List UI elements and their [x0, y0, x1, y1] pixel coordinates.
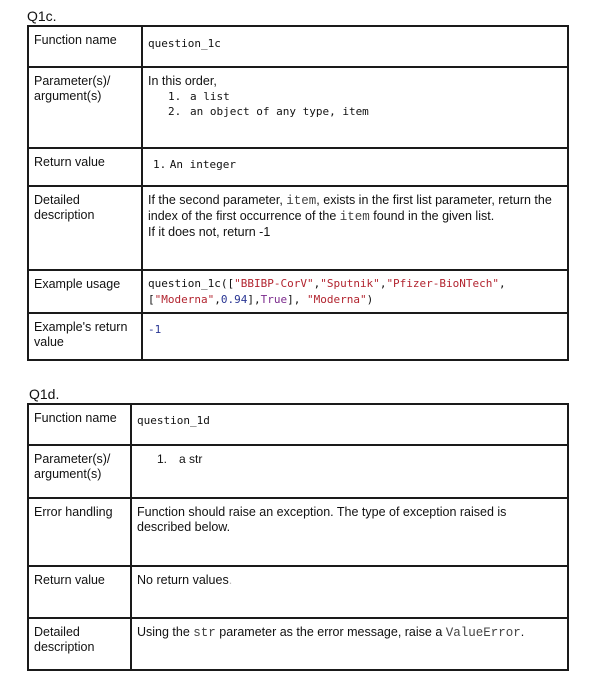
q1d-row-function-name [28, 404, 568, 445]
q1c-example-return-label: Example's return value [28, 313, 142, 360]
q1c-example-return-value: -1 [148, 323, 162, 336]
q1c-parameters-label: Parameter(s)/ argument(s) [28, 67, 142, 148]
q1d-row-detailed [28, 618, 568, 670]
q1c-example-label: Example usage [28, 270, 142, 313]
q1d-table [27, 403, 569, 671]
q1c-detailed-line2: If it does not, return -1 [148, 225, 271, 239]
q1d-row-return-value [28, 566, 568, 618]
q1c-parameters-intro: In this order, [148, 74, 217, 88]
q1c-parameters-list [148, 89, 562, 119]
q1d-parameters-label: Parameter(s)/ argument(s) [28, 445, 131, 498]
q1c-row-example [28, 270, 568, 313]
q1c-table [27, 25, 569, 361]
q1d-detailed-label: Detailed description [28, 618, 131, 670]
list-item: 1. a str [157, 452, 203, 466]
q1d-heading: Q1d. [29, 386, 60, 402]
q1c-detailed-label: Detailed description [28, 186, 142, 270]
q1c-function-name-value: question_1c [148, 37, 221, 50]
q1c-row-detailed [28, 186, 568, 270]
q1c-heading: Q1c. [27, 8, 57, 24]
q1c-function-name-label: Function name [28, 26, 142, 67]
list-item: 1. a list [168, 90, 230, 103]
q1c-example-code: question_1c(["BBIBP-CorV","Sputnik","Pfizer-BioNTech",["Moderna",0.94],True], "Moderna") [148, 277, 506, 306]
q1c-return-text: An integer [169, 158, 236, 171]
q1c-row-example-return [28, 313, 568, 360]
q1d-detailed-text: Using the str parameter as the error message, raise a ValueError. [131, 618, 568, 670]
q1c-return-num: 1. [153, 158, 167, 171]
q1d-return-label: Return value [28, 566, 131, 618]
q1d-function-name-value: question_1d [137, 414, 210, 427]
q1d-return-trail: . [228, 573, 233, 587]
q1c-row-parameters [28, 67, 568, 148]
q1d-function-name-label: Function name [28, 404, 131, 445]
q1c-detailed-line1: If the second parameter, item, exists in the first list parameter, return the index of the first occurrence of the item found in the given list. [148, 193, 552, 224]
q1d-return-text: No return values [137, 573, 229, 587]
q1d-row-parameters [28, 445, 568, 498]
q1c-return-label: Return value [28, 148, 142, 186]
q1d-error-handling-text: Function should raise an exception. The type of exception raised is described below. [131, 498, 568, 566]
q1c-row-return-value [28, 148, 568, 186]
list-item: 2. an object of any type, item [168, 105, 369, 118]
q1d-error-handling-label: Error handling [28, 498, 131, 566]
q1c-row-function-name [28, 26, 568, 67]
q1d-row-error-handling [28, 498, 568, 566]
